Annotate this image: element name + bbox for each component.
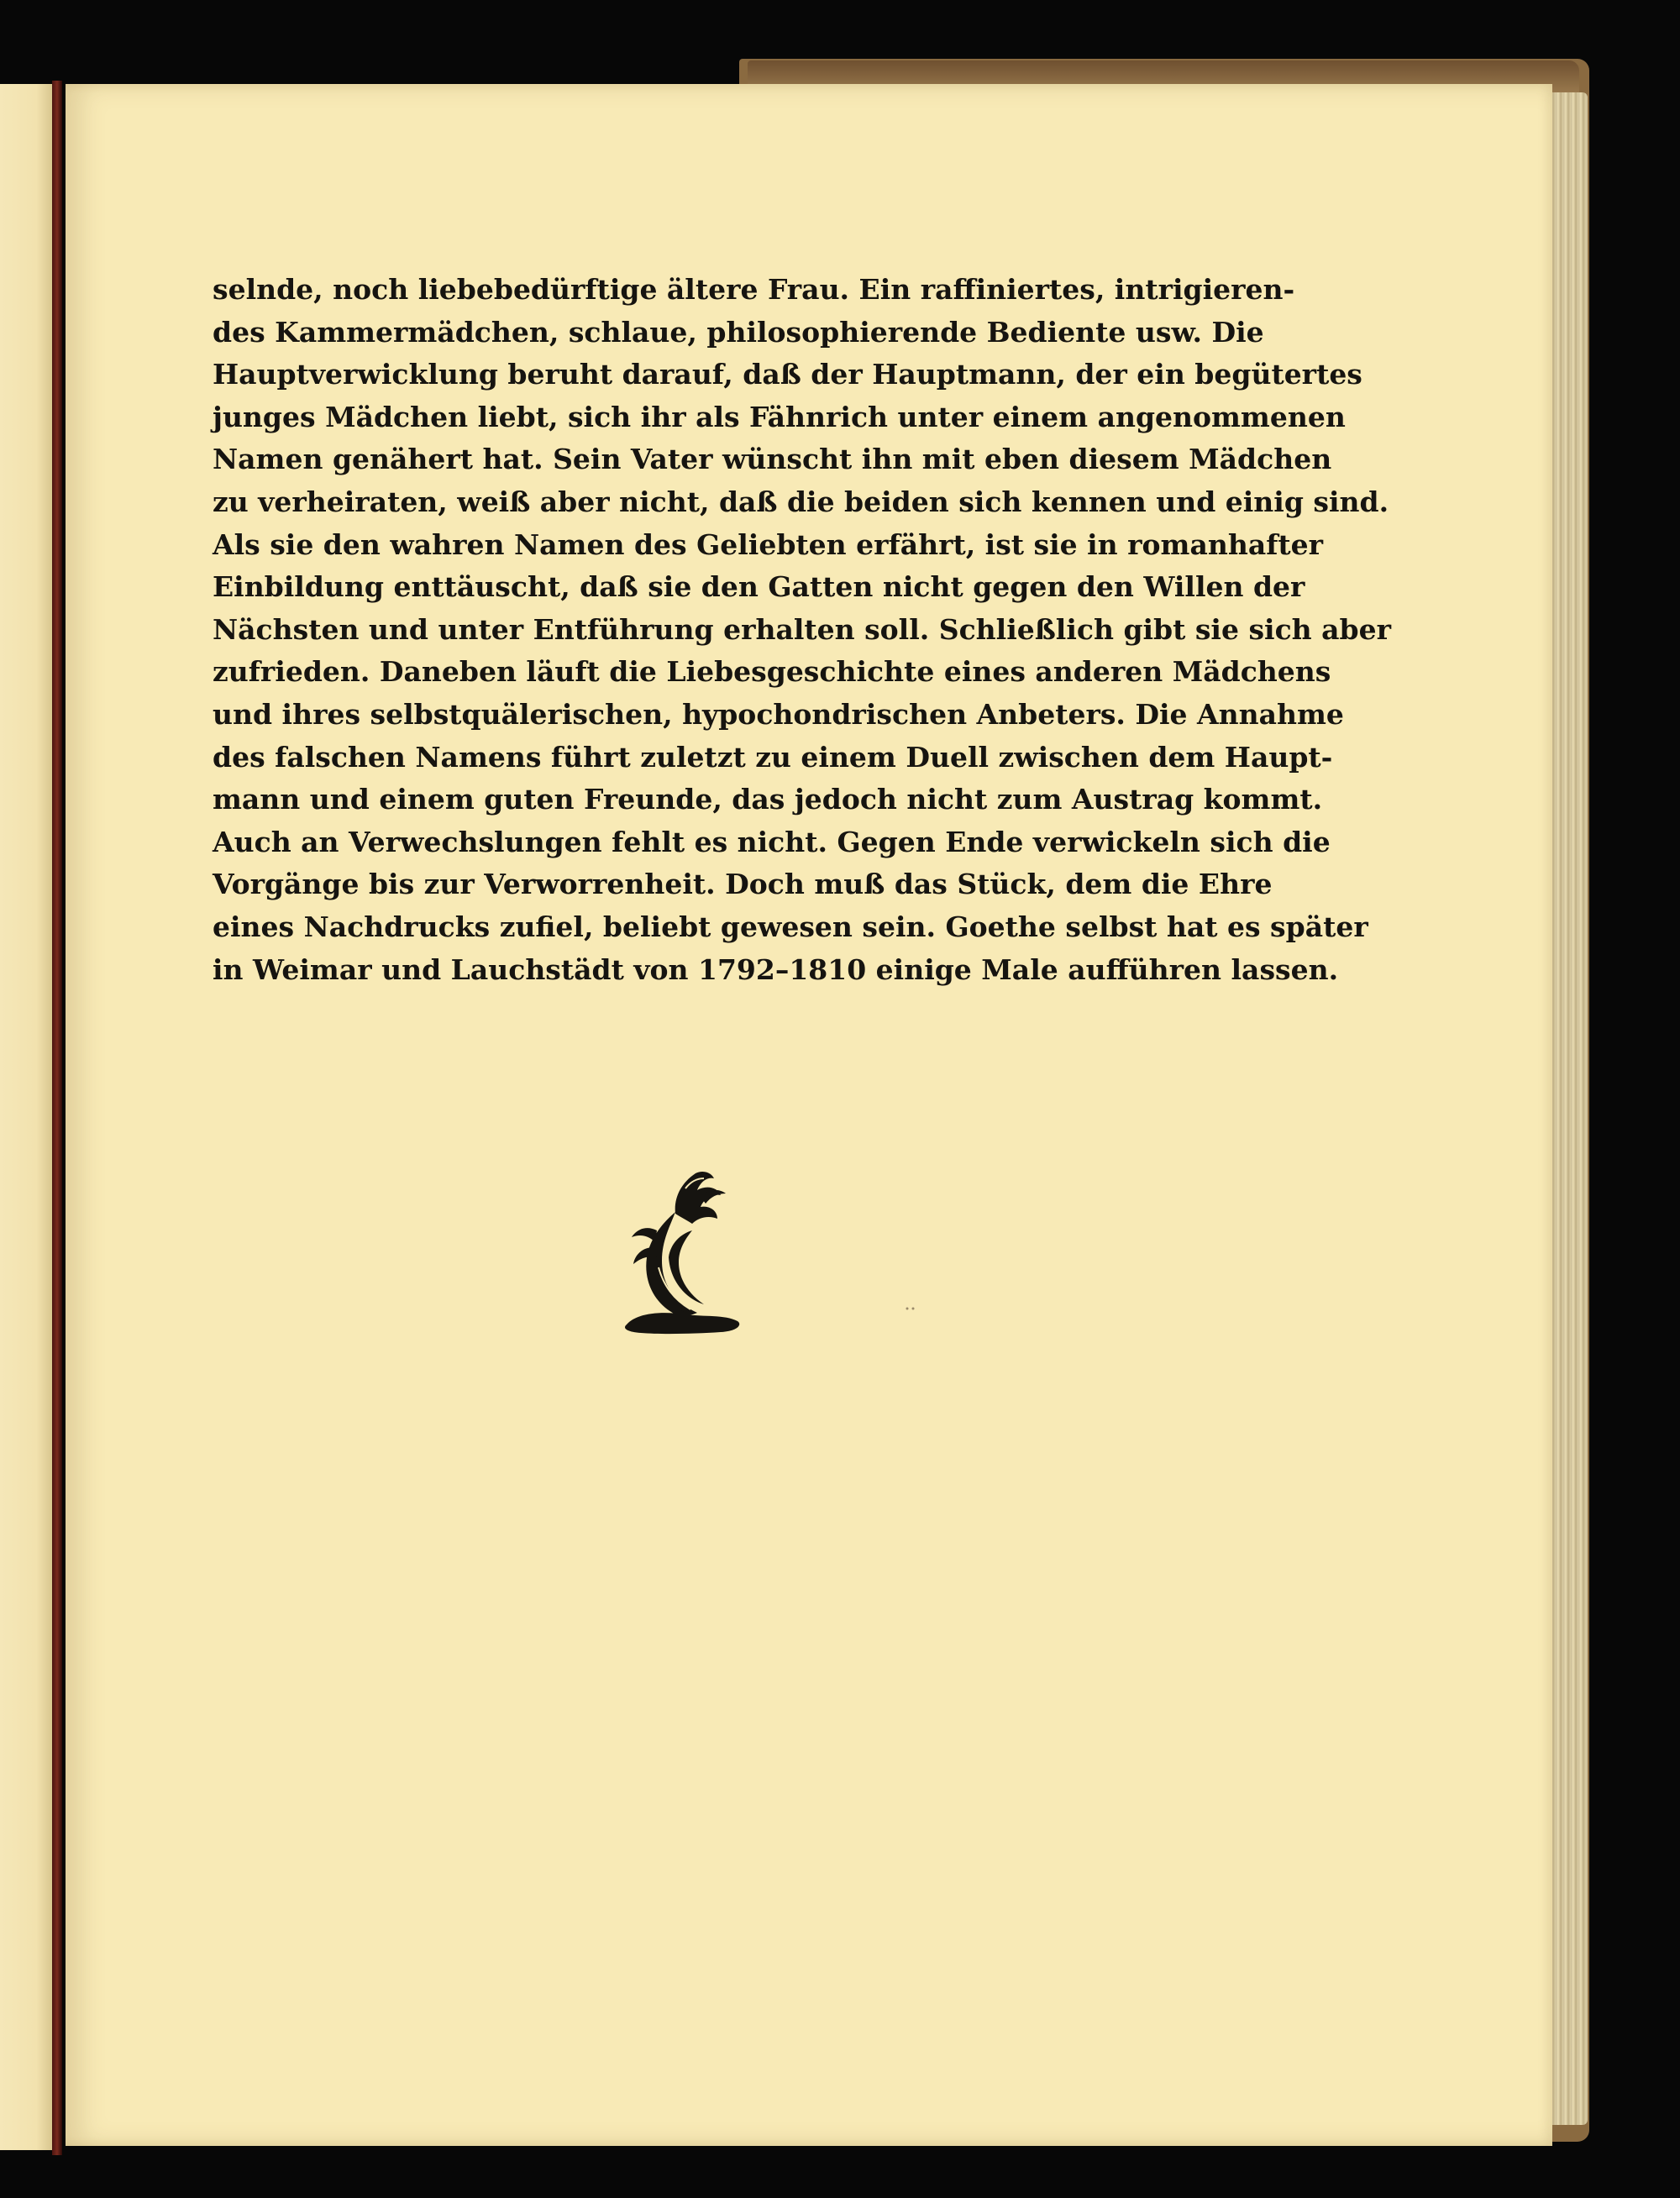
text-line: eines Nachdrucks zufiel, beliebt gewesen sein. Goethe selbst hat es später: [213, 910, 1368, 943]
text-line: in Weimar und Lauchstädt von 1792–1810 einige Male aufführen lassen.: [213, 952, 1339, 986]
text-line: selnde, noch liebebedürftige ältere Frau. Ein raffiniertes, intrigieren-: [213, 273, 1295, 306]
text-line: Vorgänge bis zur Verworrenheit. Doch muß das Stück, dem die Ehre: [213, 868, 1273, 901]
previous-page-edge: [0, 84, 52, 2150]
body-paragraph: [213, 269, 1391, 991]
text-line: junges Mädchen liebt, sich ihr als Fähnrich unter einem angenommenen: [213, 400, 1346, 433]
left-binding-edge: [52, 81, 62, 2155]
text-line: Auch an Verwechslungen fehlt es nicht. Gegen Ende verwickeln sich die: [213, 825, 1331, 858]
text-line: und ihres selbstquälerischen, hypochondrischen Anbeters. Die Annahme: [213, 697, 1344, 731]
text-line: des falschen Namens führt zuletzt zu einem Duell zwischen dem Haupt-: [213, 740, 1333, 774]
text-line: Namen genähert hat. Sein Vater wünscht ihn mit eben diesem Mädchen: [213, 443, 1332, 476]
text-line: Als sie den wahren Namen des Geliebten erfährt, ist sie in romanhafter: [213, 527, 1324, 561]
text-line: des Kammermädchen, schlaue, philosophierende Bediente usw. Die: [213, 315, 1264, 349]
text-line: Einbildung enttäuscht, daß sie den Gatten nicht gegen den Willen der: [213, 570, 1305, 604]
text-line: Nächsten und unter Entführung erhalten soll. Schließlich gibt sie sich aber: [213, 612, 1391, 646]
book-page: [66, 84, 1552, 2146]
text-line: mann und einem guten Freunde, das jedoch nicht zum Austrag kommt.: [213, 783, 1323, 816]
text-line: Hauptverwicklung beruht darauf, daß der Hauptmann, der ein begütertes: [213, 358, 1362, 391]
paper-speck: [906, 1306, 916, 1311]
text-line: zufrieden. Daneben läuft die Liebesgeschichte eines anderen Mädchens: [213, 655, 1331, 689]
floral-tailpiece-icon: [620, 1163, 746, 1340]
text-line: zu verheiraten, weiß aber nicht, daß die beiden sich kennen und einig sind.: [213, 485, 1389, 518]
